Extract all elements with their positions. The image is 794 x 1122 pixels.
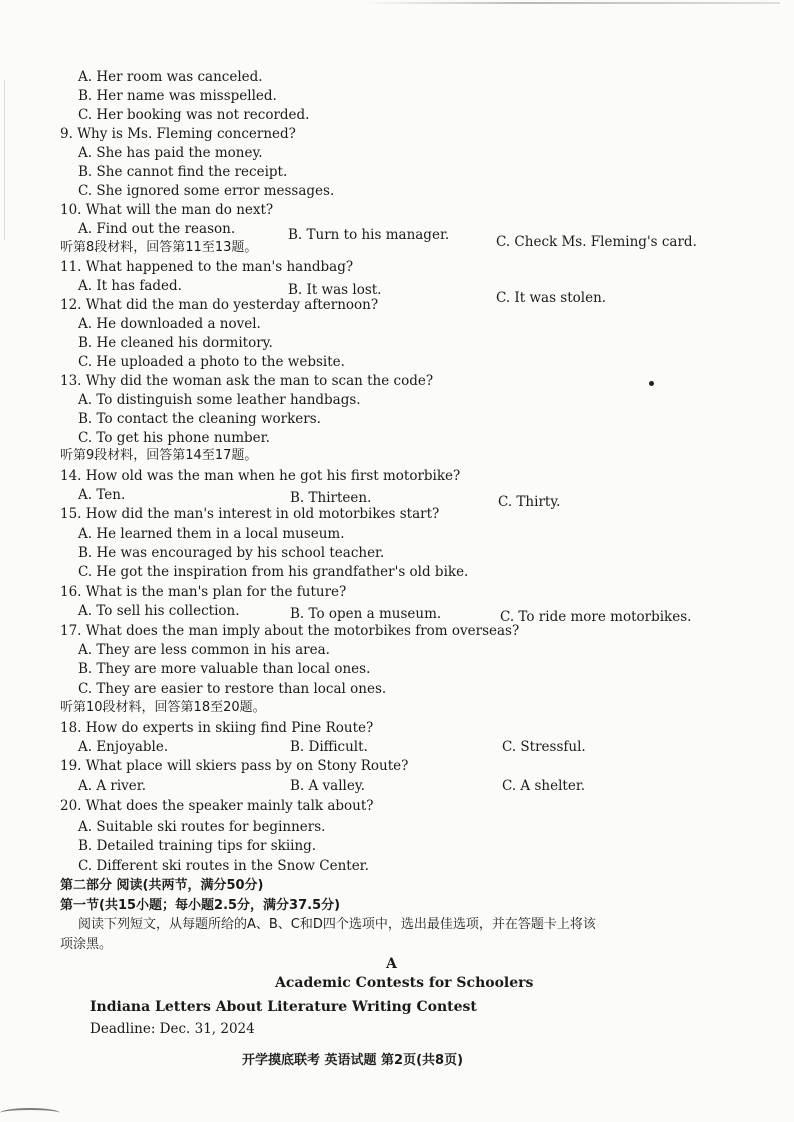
answer-option: A. It has faded. bbox=[78, 278, 182, 294]
section-instruction: 项涂黑。 bbox=[60, 937, 113, 952]
answer-option: B. Turn to his manager. bbox=[288, 227, 450, 243]
answer-option: B. Detailed training tips for skiing. bbox=[78, 838, 317, 854]
question-text: 14. How old was the man when he got his first motorbike? bbox=[60, 468, 461, 484]
answer-option: B. To open a museum. bbox=[290, 606, 442, 622]
answer-option: C. Different ski routes in the Snow Center. bbox=[78, 858, 369, 874]
answer-option: B. They are more valuable than local ones. bbox=[78, 661, 371, 677]
section-instruction: 听第9段材料，回答第14至17题。 bbox=[60, 448, 258, 463]
section-instruction: 阅读下列短文，从每题所给的A、B、C和D四个选项中，选出最佳选项，并在答题卡上将该 bbox=[78, 917, 596, 932]
answer-option: C. Check Ms. Fleming's card. bbox=[496, 234, 697, 250]
answer-option: B. He cleaned his dormitory. bbox=[78, 335, 273, 351]
answer-option: B. She cannot find the receipt. bbox=[78, 164, 288, 180]
section-instruction: 听第10段材料，回答第18至20题。 bbox=[60, 700, 266, 715]
scan-edge-top bbox=[360, 2, 780, 4]
passage-title: Academic Contests for Schoolers bbox=[275, 975, 534, 991]
question-text: 18. How do experts in skiing find Pine Route? bbox=[60, 720, 374, 736]
question-text: 12. What did the man do yesterday afternoon? bbox=[60, 297, 379, 313]
answer-option: C. Thirty. bbox=[498, 494, 561, 510]
answer-option: C. He uploaded a photo to the website. bbox=[78, 354, 345, 370]
answer-option: A. They are less common in his area. bbox=[78, 642, 330, 658]
answer-option: B. Thirteen. bbox=[290, 490, 372, 506]
question-text: 9. Why is Ms. Fleming concerned? bbox=[60, 126, 296, 142]
answer-option: A. Enjoyable. bbox=[78, 739, 169, 755]
answer-option: C. To get his phone number. bbox=[78, 430, 270, 446]
passage-letter: A bbox=[386, 956, 397, 972]
answer-option: C. It was stolen. bbox=[496, 290, 607, 306]
question-text: 19. What place will skiers pass by on Stony Route? bbox=[60, 758, 409, 774]
answer-option: B. He was encouraged by his school teacher. bbox=[78, 545, 385, 561]
answer-option: A. A river. bbox=[78, 778, 147, 794]
answer-option: A. Her room was canceled. bbox=[78, 69, 263, 85]
scan-edge-left bbox=[4, 80, 5, 240]
passage-subtitle: Indiana Letters About Literature Writing Contest bbox=[90, 999, 477, 1015]
question-text: 13. Why did the woman ask the man to scan the code? bbox=[60, 373, 434, 389]
answer-option: A. Suitable ski routes for beginners. bbox=[78, 819, 326, 835]
answer-option: B. Her name was misspelled. bbox=[78, 88, 277, 104]
answer-option: B. Difficult. bbox=[290, 739, 368, 755]
answer-option: A. She has paid the money. bbox=[78, 145, 263, 161]
answer-option: C. To ride more motorbikes. bbox=[500, 609, 692, 625]
answer-option: C. A shelter. bbox=[502, 778, 586, 794]
answer-option: A. Ten. bbox=[78, 487, 126, 503]
answer-option: A. Find out the reason. bbox=[78, 221, 236, 237]
passage-deadline: Deadline: Dec. 31, 2024 bbox=[90, 1021, 255, 1037]
section-instruction: 听第8段材料，回答第11至13题。 bbox=[60, 240, 258, 255]
answer-option: A. He learned them in a local museum. bbox=[78, 526, 345, 542]
answer-option: B. A valley. bbox=[290, 778, 365, 794]
answer-option: A. To distinguish some leather handbags. bbox=[78, 392, 361, 408]
answer-option: C. Stressful. bbox=[502, 739, 586, 755]
page-footer: 开学摸底联考 英语试题 第2页(共8页) bbox=[242, 1053, 464, 1068]
question-text: 17. What does the man imply about the motorbikes from overseas? bbox=[60, 623, 520, 639]
answer-option: B. It was lost. bbox=[288, 282, 382, 298]
section-instruction: 第二部分 阅读(共两节，满分50分) bbox=[60, 878, 264, 893]
question-text: 15. How did the man's interest in old motorbikes start? bbox=[60, 506, 440, 522]
question-text: 11. What happened to the man's handbag? bbox=[60, 259, 354, 275]
answer-option: C. She ignored some error messages. bbox=[78, 183, 335, 199]
answer-option: B. To contact the cleaning workers. bbox=[78, 411, 321, 427]
question-text: 16. What is the man's plan for the future? bbox=[60, 584, 347, 600]
section-instruction: 第一节(共15小题；每小题2.5分，满分37.5分) bbox=[60, 898, 341, 913]
question-text: 20. What does the speaker mainly talk about? bbox=[60, 798, 374, 814]
question-text: 10. What will the man do next? bbox=[60, 202, 274, 218]
ink-dot bbox=[649, 381, 654, 386]
answer-option: C. He got the inspiration from his grandfather's old bike. bbox=[78, 564, 469, 580]
answer-option: A. To sell his collection. bbox=[78, 603, 240, 619]
answer-option: C. They are easier to restore than local ones. bbox=[78, 681, 387, 697]
answer-option: C. Her booking was not recorded. bbox=[78, 107, 310, 123]
scan-edge-bottom bbox=[0, 1108, 60, 1118]
answer-option: A. He downloaded a novel. bbox=[78, 316, 261, 332]
